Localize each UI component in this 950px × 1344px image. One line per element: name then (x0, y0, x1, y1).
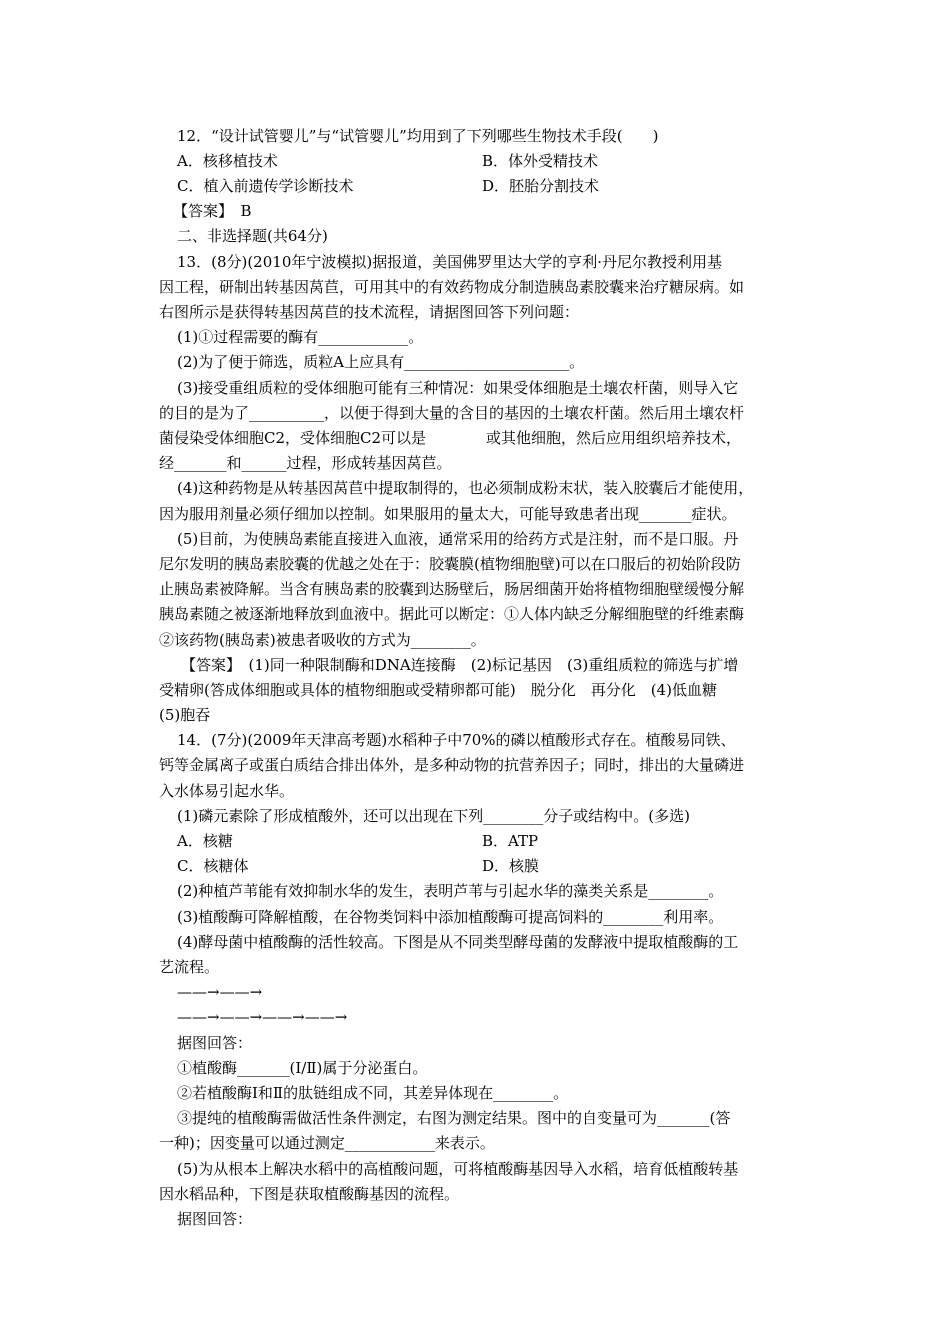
q13-sub-5-line: ②该药物(胰岛素)被患者吸收的方式为________。 (159, 631, 486, 649)
q13-sub-2: (2)为了便于筛选，质粒A上应具有______________________。 (177, 353, 585, 371)
q12-option-b: B．体外受精技术 (482, 152, 599, 170)
q14-item-3-line: 一种)；因变量可以通过测定____________来表示。 (159, 1134, 495, 1152)
section-heading: 二、非选择题(共64分) (177, 227, 328, 245)
flow-arrows-row-1: ——→——→ (177, 983, 263, 1001)
q13-sub-4: (4)这种药物是从转基因莴苣中提取制得的，也必须制成粉末状，装入胶囊后才能使用， (177, 479, 754, 497)
q14-item-3: ③提纯的植酸酶需做活性条件测定，右图为测定结果。图中的自变量可为_______(答 (177, 1109, 731, 1127)
q13-answer-line: (5)胞吞 (159, 706, 211, 724)
q13-sub-5-line: 尼尔发明的胰岛素胶囊的优越之处在于：胶囊膜(植物细胞壁)可以在口服后的初始阶段防 (159, 555, 741, 573)
q13-sub-3-line: 的目的是为了__________，以便于得到大量的含目的基因的土壤农杆菌。然后用土壤农杆 (159, 404, 745, 422)
q14-sub-4-line: 艺流程。 (159, 958, 220, 976)
q14-sub-3: (3)植酸酶可降解植酸，在谷物类饲料中添加植酸酶可提高饲料的________利用率。 (177, 908, 724, 926)
q13-paragraph-line: 13．(8分)(2010年宁波模拟)据报道，美国佛罗里达大学的亨利·丹尼尔教授利用基 (177, 253, 722, 271)
q14-item-1: ①植酸酶_______(Ⅰ/Ⅱ)属于分泌蛋白。 (177, 1059, 428, 1077)
q12-answer: 【答案】 B (173, 202, 252, 220)
q13-sub-5-line: 止胰岛素被降解。当含有胰岛素的胶囊到达肠壁后，肠居细菌开始将植物细胞壁缓慢分解 (159, 580, 745, 598)
q14-option-d: D．核膜 (482, 857, 540, 875)
q14-sub-4: (4)酵母菌中植酸酶的活性较高。下图是从不同类型酵母菌的发酵液中提取植酸酶的工 (177, 933, 739, 951)
q13-paragraph-line: 因工程，研制出转基因莴苣，可用其中的有效药物成分制造胰岛素胶囊来治疗糖尿病。如 (159, 278, 745, 296)
q14-option-b: B．ATP (482, 832, 539, 850)
q12-option-a: A．核移植技术 (177, 152, 278, 170)
q14-paragraph-line: 钙等金属离子或蛋白质结合排出体外，是多种动物的抗营养因子；同时，排出的大量磷进 (159, 756, 745, 774)
q13-answer: 【答案】 (1)同一种限制酶和DNA连接酶 (2)标记基因 (3)重组质粒的筛选与扩增 (181, 656, 739, 674)
q13-sub-1: (1)①过程需要的酶有____________。 (177, 328, 424, 346)
q13-sub-5-line: 胰岛素随之被逐渐地释放到血液中。据此可以断定：①人体内缺乏分解细胞壁的纤维素酶 (159, 605, 745, 623)
q14-option-a: A．核糖 (177, 832, 233, 850)
q14-paragraph-line: 14．(7分)(2009年天津高考题)水稻种子中70%的磷以植酸形式存在。植酸易同铁、 (177, 731, 736, 749)
q14-sub-5-line: 因水稻品种，下图是获取植酸酶基因的流程。 (159, 1185, 460, 1203)
answer-prompt: 据图回答： (177, 1034, 253, 1052)
question-12-stem: 12．“设计试管婴儿”与“试管婴儿”均用到了下列哪些生物技术手段( ) (177, 127, 659, 145)
q13-answer-line: 受精卵(答成体细胞或具体的植物细胞或受精卵都可能) 脱分化 再分化 (4)低血糖 (159, 681, 717, 699)
q13-sub-3-line: 经_______和______过程，形成转基因莴苣。 (159, 454, 452, 472)
q13-paragraph-line: 右图所示是获得转基因莴苣的技术流程，请据图回答下列问题： (159, 303, 580, 321)
q14-sub-5: (5)为从根本上解决水稻中的高植酸问题，可将植酸酶基因导入水稻，培育低植酸转基 (177, 1160, 739, 1178)
q13-sub-4-line: 因为服用剂量必须仔细加以控制。如果服用的量太大，可能导致患者出现_______症状。 (159, 505, 737, 523)
q12-option-c: C．植入前遗传学诊断技术 (177, 177, 354, 195)
q13-sub-3-line: 菌侵染受体细胞C2，受体细胞C2可以是 或其他细胞，然后应用组织培养技术， (159, 429, 742, 447)
q13-sub-5: (5)目前，为使胰岛素能直接进入血液，通常采用的给药方式是注射，而不是口服。丹 (177, 530, 739, 548)
q14-sub-2: (2)种植芦苇能有效抑制水华的发生，表明芦苇与引起水华的藻类关系是________。 (177, 882, 724, 900)
q13-sub-3: (3)接受重组质粒的受体细胞可能有三种情况：如果受体细胞是土壤农杆菌，则导入它 (177, 379, 739, 397)
q14-sub-1: (1)磷元素除了形成植酸外，还可以出现在下列________分子或结构中。(多选) (177, 807, 690, 825)
answer-prompt: 据图回答： (177, 1210, 253, 1228)
q14-paragraph-line: 入水体易引起水华。 (159, 782, 295, 800)
q14-item-2: ②若植酸酶Ⅰ和Ⅱ的肽链组成不同，其差异体现在________。 (177, 1084, 569, 1102)
q12-option-d: D．胚胎分割技术 (482, 177, 600, 195)
flow-arrows-row-2: ——→——→——→——→ (177, 1008, 348, 1026)
q14-option-c: C．核糖体 (177, 857, 249, 875)
